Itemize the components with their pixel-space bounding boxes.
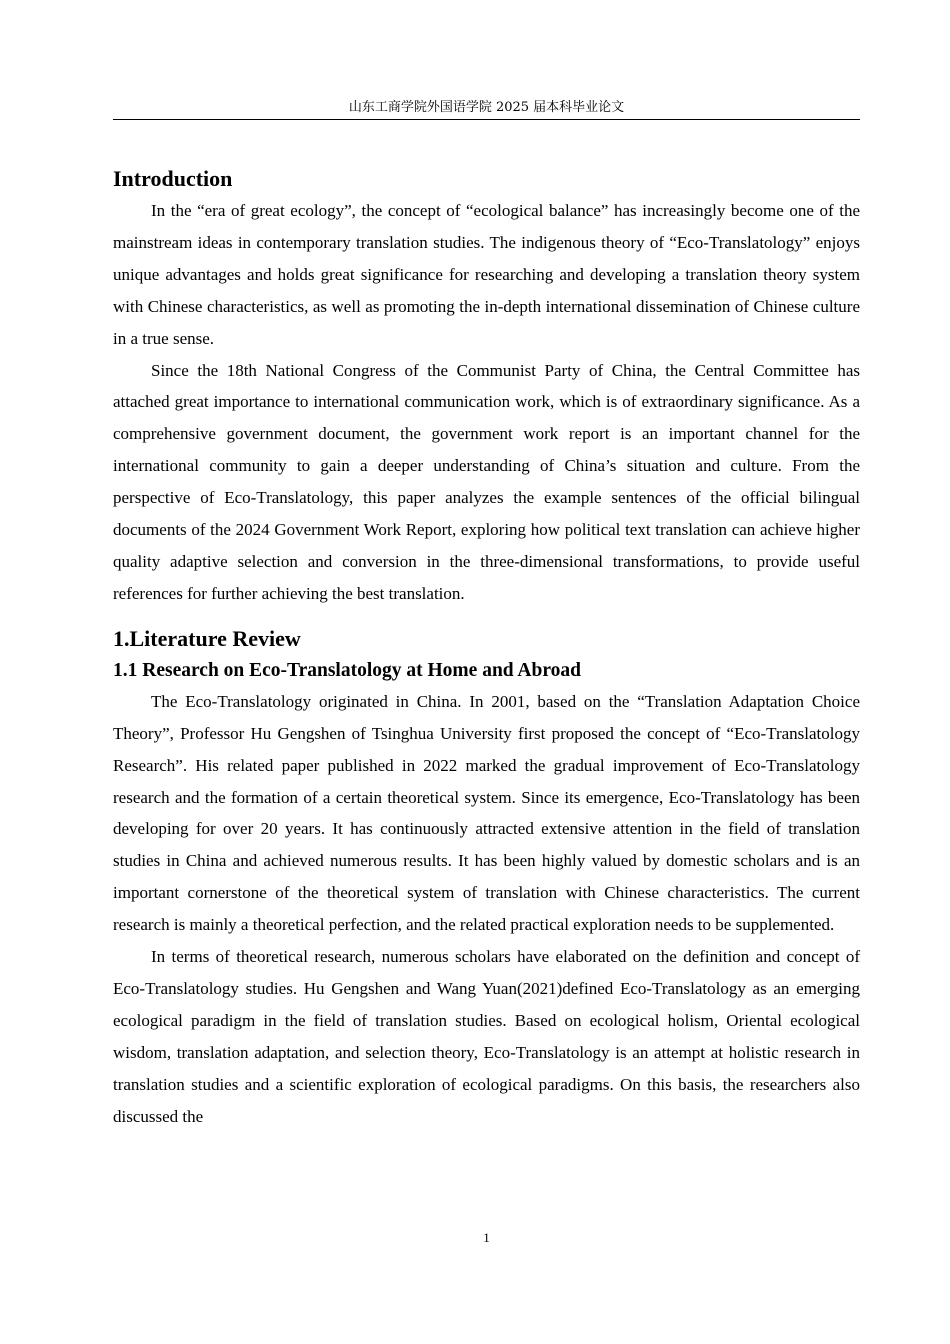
page-content [113, 162, 860, 1132]
introduction-heading: Introduction [113, 166, 233, 191]
header-rule [113, 119, 860, 120]
intro-paragraph-1: In the “era of great ecology”, the concept of “ecological balance” has increasingly become one of the mainstream ideas in contemporary translation studies. The indigenous theory of “Eco-Translatology” enjoys unique advantages and holds great significance for researching and developing a translation theory system with Chinese characteristics, as well as promoting the in-depth international dissemination of Chinese culture in a true sense. [113, 201, 860, 348]
literature-review-heading: 1.Literature Review [113, 625, 301, 651]
running-header: 山东工商学院外国语学院 2025 届本科毕业论文 [348, 100, 625, 115]
literature-paragraph-1: The Eco-Translatology originated in China. In 2001, based on the “Translation Adaptation Choice Theory”, Professor Hu Gengshen of Tsinghua University first proposed the concept of “Eco-Translatology Research”. His related paper published in 2022 marked the gradual improvement of Eco-Translatology research and the formation of a certain theoretical system. Since its emergence, Eco-Translatology has been developing for over 20 years. It has continuously attracted extensive attention in the field of translation studies in China and achieved numerous results. It has been highly valued by domestic scholars and is an important cornerstone of the theoretical system of translation with Chinese characteristics. The current research is mainly a theoretical perfection, and the related practical exploration needs to be supplemented. [113, 691, 860, 935]
intro-paragraph-2: Since the 18th National Congress of the Communist Party of China, the Central Committee has attached great importance to international communication work, which is of extraordinary significance. As a comprehensive government document, the government work report is an important channel for the international community to gain a deeper understanding of China’s situation and culture. From the perspective of Eco-Translatology, this paper analyzes the example sentences of the official bilingual documents of the 2024 Government Work Report, exploring how political text translation can achieve higher quality adaptive selection and conversion in the three-dimensional transformations, to provide useful references for further achieving the best translation. [113, 360, 860, 603]
eco-translatology-research-subheading: 1.1 Research on Eco-Translatology at Home and Abroad [113, 659, 582, 681]
literature-paragraph-2: In terms of theoretical research, numerous scholars have elaborated on the definition and concept of Eco-Translatology studies. Hu Gengshen and Wang Yuan(2021)defined Eco-Translatology as an emerging ecological paradigm in the field of translation studies. Based on ecological holism, Oriental ecological wisdom, translation adaptation, and selection theory, Eco-Translatology is an attempt at holistic research in translation studies and a scientific exploration of ecological paradigms. On this basis, the researchers also discussed the [113, 947, 860, 1126]
page-number: 1 [483, 1230, 490, 1245]
